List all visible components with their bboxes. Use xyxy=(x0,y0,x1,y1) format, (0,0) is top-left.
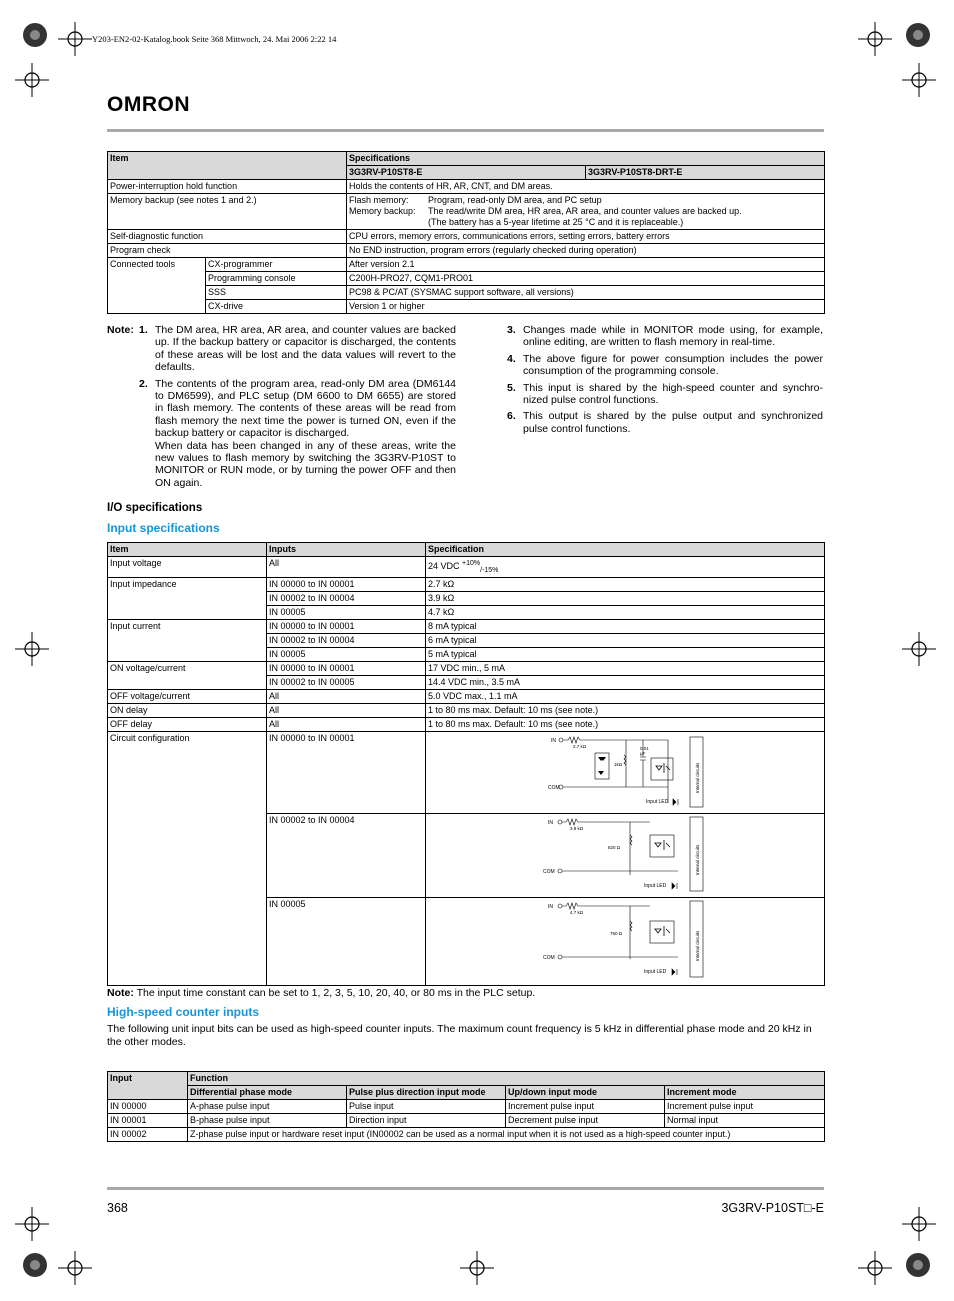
table-cell: Input current xyxy=(108,619,267,661)
model-1-header: 3G3RV-P10ST8-E xyxy=(347,166,586,180)
in-label: IN xyxy=(548,903,553,910)
table-cell: Holds the contents of HR, AR, CNT, and DM areas. xyxy=(347,180,825,194)
table-cell: 14.4 VDC min., 3.5 mA xyxy=(426,675,825,689)
input-circuit-diagram-3 xyxy=(538,899,708,979)
col-header-mode: Increment mode xyxy=(665,1086,825,1100)
circuit-diagram-cell xyxy=(426,897,825,985)
registration-mark xyxy=(902,63,936,97)
table-cell: Pulse input xyxy=(347,1100,506,1114)
table-cell: Connected tools xyxy=(108,258,206,314)
high-speed-counter-heading: High-speed counter inputs xyxy=(107,1005,260,1019)
circuit-diagram-cell xyxy=(426,813,825,897)
table-cell: C200H-PRO27, CQM1-PRO01 xyxy=(347,272,825,286)
note-number: 5. xyxy=(507,381,516,394)
table-cell: All xyxy=(267,717,426,731)
table-cell: Memory backup (see notes 1 and 2.) xyxy=(108,194,347,230)
table-cell: SSS xyxy=(206,286,347,300)
capacitor-unit: μF xyxy=(640,750,646,756)
value: The read/write DM area, HR area, AR area, and counter values are backed up. xyxy=(428,206,742,216)
note-number: 6. xyxy=(507,410,516,423)
table-cell: OFF voltage/current xyxy=(108,689,267,703)
input-led-label: Input LED xyxy=(644,882,667,889)
note-label: Note: xyxy=(107,324,134,336)
table-cell: ON delay xyxy=(108,703,267,717)
color-target-icon xyxy=(22,1252,48,1278)
com-label: COM xyxy=(548,784,560,791)
color-target-icon xyxy=(905,22,931,48)
registration-mark xyxy=(858,1251,892,1285)
table-cell: 8 mA typical xyxy=(426,619,825,633)
table-cell: IN 00001 xyxy=(108,1114,188,1128)
table-cell: Version 1 or higher xyxy=(347,300,825,314)
table-cell: B-phase pulse input xyxy=(188,1114,347,1128)
resistor-label: 820 Ω xyxy=(608,844,621,850)
col-header-item: Item xyxy=(108,543,267,557)
input-led-label: Input LED xyxy=(644,968,667,975)
col-header-specification: Specification xyxy=(426,543,825,557)
col-header-specifications: Specifications xyxy=(347,152,825,166)
col-header-mode: Up/down input mode xyxy=(506,1086,665,1100)
circuit-diagram-cell xyxy=(426,731,825,813)
table-cell: Programming console xyxy=(206,272,347,286)
table-cell: 6 mA typical xyxy=(426,633,825,647)
table-cell: Direction input xyxy=(347,1114,506,1128)
in-label: IN xyxy=(548,819,553,826)
table-cell: Program check xyxy=(108,244,347,258)
table-cell: PC98 & PC/AT (SYSMAC support software, all versions) xyxy=(347,286,825,300)
footer-model: 3G3RV-P10ST□-E xyxy=(721,1201,824,1215)
table-cell: Decrement pulse input xyxy=(506,1114,665,1128)
table-cell: IN 00000 to IN 00001 xyxy=(267,661,426,675)
table-cell: Self-diagnostic function xyxy=(108,230,347,244)
input-specifications-heading: Input specifications xyxy=(107,521,220,535)
color-target-icon xyxy=(22,22,48,48)
color-target-icon xyxy=(905,1252,931,1278)
table-cell: CPU errors, memory errors, communications errors, setting errors, battery errors xyxy=(347,230,825,244)
high-speed-counter-table xyxy=(107,1071,825,1142)
input-specifications-table xyxy=(107,542,825,986)
tolerance-plus: +10% xyxy=(462,560,481,567)
table-cell: 5.0 VDC max., 1.1 mA xyxy=(426,689,825,703)
col-header-mode: Pulse plus direction input mode xyxy=(347,1086,506,1100)
table-cell: CX-programmer xyxy=(206,258,347,272)
note-2a: The contents of the program area, read-only DM area (DM6144 to DM6599), and PLC setup (DM 6600 to DM 6655) are stored in flash memory. The contents of these areas will be read from flash memory the next time the power is turned ON, even if the backup battery or capacitor is discharged. xyxy=(155,377,456,440)
table-cell: All xyxy=(267,557,426,578)
table-cell: IN 00002 to IN 00004 xyxy=(267,633,426,647)
note-text: The input time constant can be set to 1, 2, 3, 5, 10, 20, 40, or 80 ms in the PLC setup. xyxy=(136,987,536,999)
table-cell: IN 00000 to IN 00001 xyxy=(267,577,426,591)
table-cell: Normal input xyxy=(665,1114,825,1128)
table-cell: Input impedance xyxy=(108,577,267,619)
table-cell: 17 VDC min., 5 mA xyxy=(426,661,825,675)
note-2b: When data has been changed in any of these areas, write the new values to flash memory by switching the 3G3RV-P10ST to MONITOR or RUN mode, or by turning the power OFF and then ON again. xyxy=(155,439,456,489)
resistor-label: 3.9 kΩ xyxy=(570,825,584,831)
table-cell: ON voltage/current xyxy=(108,661,267,689)
col-header-input: Input xyxy=(108,1072,188,1100)
col-header-mode: Differential phase mode xyxy=(188,1086,347,1100)
resistor-label: 1kΩ xyxy=(614,761,623,767)
table-cell: Input voltage xyxy=(108,557,267,578)
table-cell: 1 to 80 ms max. Default: 10 ms (see note.) xyxy=(426,717,825,731)
table-cell: IN 00002 to IN 00005 xyxy=(267,675,426,689)
input-led-label: Input LED xyxy=(646,798,669,805)
table-cell: Increment pulse input xyxy=(506,1100,665,1114)
notes-left-column xyxy=(107,324,456,489)
note-3: Changes made while in MONITOR mode using, for example, online editing, are written to flash memory in real-time. xyxy=(523,324,823,349)
table-cell: IN 00005 xyxy=(267,605,426,619)
omron-logo: OMRON xyxy=(107,93,190,116)
internal-circuits-label: Internal circuits xyxy=(695,762,700,793)
table-cell: IN 00002 to IN 00004 xyxy=(267,813,426,897)
internal-circuits-label: Internal circuits xyxy=(695,930,700,961)
header-rule xyxy=(107,129,824,132)
specifications-table xyxy=(107,151,825,314)
internal-circuits-label: Internal circuits xyxy=(695,844,700,875)
table-cell: Circuit configuration xyxy=(108,731,267,985)
model-2-header: 3G3RV-P10ST8-DRT-E xyxy=(586,166,825,180)
col-header-item: Item xyxy=(108,152,347,180)
table-cell: 5 mA typical xyxy=(426,647,825,661)
table-cell: IN 00000 to IN 00001 xyxy=(267,731,426,813)
com-label: COM xyxy=(543,954,555,961)
label: Flash memory: xyxy=(349,195,409,205)
value: Program, read-only DM area, and PC setup xyxy=(428,195,602,205)
registration-mark xyxy=(58,1251,92,1285)
col-header-function: Function xyxy=(188,1072,825,1086)
table-cell: Power-interruption hold function xyxy=(108,180,347,194)
input-voltage-cell xyxy=(426,557,825,578)
registration-mark xyxy=(15,1207,49,1241)
table-cell: 3.9 kΩ xyxy=(426,591,825,605)
input-circuit-diagram-2 xyxy=(538,815,708,893)
memory-backup-cell xyxy=(347,194,825,230)
com-label: COM xyxy=(543,868,555,875)
note-6: This output is shared by the pulse output and synchronized pulse control functions. xyxy=(523,410,823,435)
high-speed-counter-text: The following unit input bits can be used as high-speed counter inputs. The maximum count frequency is 5 kHz in differential phase mode and 20 kHz in the other modes. xyxy=(107,1023,812,1048)
table-cell: After version 2.1 xyxy=(347,258,825,272)
table-cell: IN 00002 to IN 00004 xyxy=(267,591,426,605)
registration-mark xyxy=(58,22,92,56)
table-cell: Z-phase pulse input or hardware reset input (IN00002 can be used as a normal input when it is not used as a high-speed counter input.) xyxy=(188,1128,825,1142)
note-4: The above figure for power consumption includes the power consumption of the programming console. xyxy=(523,352,823,378)
resistor-label: 750 Ω xyxy=(610,930,623,936)
registration-mark xyxy=(15,632,49,666)
table-cell: IN 00005 xyxy=(267,897,426,985)
registration-mark xyxy=(902,1207,936,1241)
table-cell: No END instruction, program errors (regularly checked during operation) xyxy=(347,244,825,258)
note-1: The DM area, HR area, AR area, and counter values are backed up. If the backup battery or capacitor is discharged, the contents of these areas will be lost and the data values will revert to the defaults. xyxy=(155,324,456,374)
print-header-line: Y203-EN2-02-Katalog.book Seite 368 Mittwoch, 24. Mai 2006 2:22 14 xyxy=(92,34,337,44)
table-cell: IN 00000 to IN 00001 xyxy=(267,619,426,633)
note-number: 4. xyxy=(507,352,516,365)
registration-mark xyxy=(858,22,892,56)
note-number: 1. xyxy=(139,324,148,336)
tolerance-minus: /-15% xyxy=(480,566,499,574)
page-number: 368 xyxy=(107,1201,128,1215)
registration-mark xyxy=(460,1251,494,1285)
notes-right-column xyxy=(507,324,823,435)
table-cell: IN 00002 xyxy=(108,1128,188,1142)
capacitor-label: 0.01 xyxy=(640,745,649,751)
value: 24 VDC xyxy=(428,561,463,571)
footer-rule xyxy=(107,1187,824,1190)
table-cell: CX-drive xyxy=(206,300,347,314)
table-cell: All xyxy=(267,689,426,703)
note-number: 3. xyxy=(507,324,516,336)
table-cell: OFF delay xyxy=(108,717,267,731)
table-cell: A-phase pulse input xyxy=(188,1100,347,1114)
table-cell: IN 00000 xyxy=(108,1100,188,1114)
resistor-label: 4.7 kΩ xyxy=(570,909,584,915)
table-cell: 1 to 80 ms max. Default: 10 ms (see note.) xyxy=(426,703,825,717)
note-label: Note: xyxy=(107,987,134,999)
input-note xyxy=(107,987,824,1000)
io-specifications-heading: I/O specifications xyxy=(107,502,203,514)
col-header-inputs: Inputs xyxy=(267,543,426,557)
input-circuit-diagram-1 xyxy=(548,733,718,811)
value: (The battery has a 5-year lifetime at 25 °C and it is replaceable.) xyxy=(428,217,684,227)
label: Memory backup: xyxy=(349,206,416,216)
table-cell: IN 00005 xyxy=(267,647,426,661)
note-5: This input is shared by the high-speed counter and synchro-nized pulse control functions. xyxy=(523,381,823,407)
resistor-label: 2.7 kΩ xyxy=(573,743,587,749)
in-label: IN xyxy=(551,737,556,744)
table-cell: All xyxy=(267,703,426,717)
registration-mark xyxy=(15,63,49,97)
registration-mark xyxy=(902,632,936,666)
table-cell: 2.7 kΩ xyxy=(426,577,825,591)
note-number: 2. xyxy=(139,377,148,390)
table-cell: Increment pulse input xyxy=(665,1100,825,1114)
table-cell: 4.7 kΩ xyxy=(426,605,825,619)
